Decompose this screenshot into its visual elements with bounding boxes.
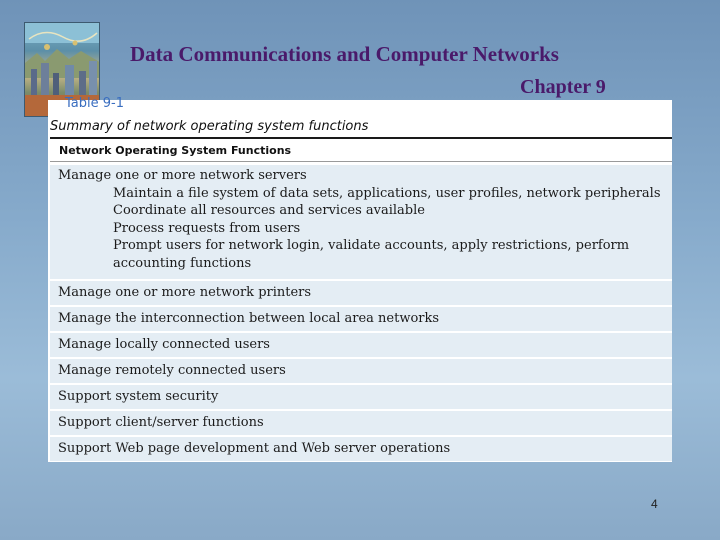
table-row	[50, 165, 672, 279]
table-label: Table 9-1	[65, 96, 124, 111]
row-subitem: Prompt users for network login, validate accounts, apply restrictions, perform	[113, 238, 630, 253]
table-header: Network Operating System Functions	[50, 140, 672, 162]
row-subitem: Maintain a file system of data sets, applications, user profiles, network peripherals	[113, 185, 661, 201]
row-subitem: Coordinate all resources and services available	[113, 203, 425, 218]
slide-subtitle: Chapter 9	[520, 76, 606, 98]
row-title: Manage one or more network servers	[58, 168, 307, 183]
table-row: Support system security	[50, 385, 672, 409]
slide-title: Data Communications and Computer Networks	[130, 42, 559, 66]
row-subitem-continued: accounting functions	[113, 255, 252, 271]
table-row: Support client/server functions	[50, 411, 672, 435]
table-body	[50, 165, 672, 463]
page-number: 4	[651, 497, 658, 511]
table-row: Manage the interconnection between local area networks	[50, 307, 672, 331]
table-row: Support Web page development and Web server operations	[50, 437, 672, 461]
row-subitem: Process requests from users	[113, 220, 301, 236]
table-row: Manage one or more network printers	[50, 281, 672, 305]
functions-table	[48, 96, 672, 462]
table-row: Manage locally connected users	[50, 333, 672, 357]
table-row: Manage remotely connected users	[50, 359, 672, 383]
table-caption: Summary of network operating system functions	[50, 119, 369, 134]
table-top-rule	[50, 137, 672, 139]
